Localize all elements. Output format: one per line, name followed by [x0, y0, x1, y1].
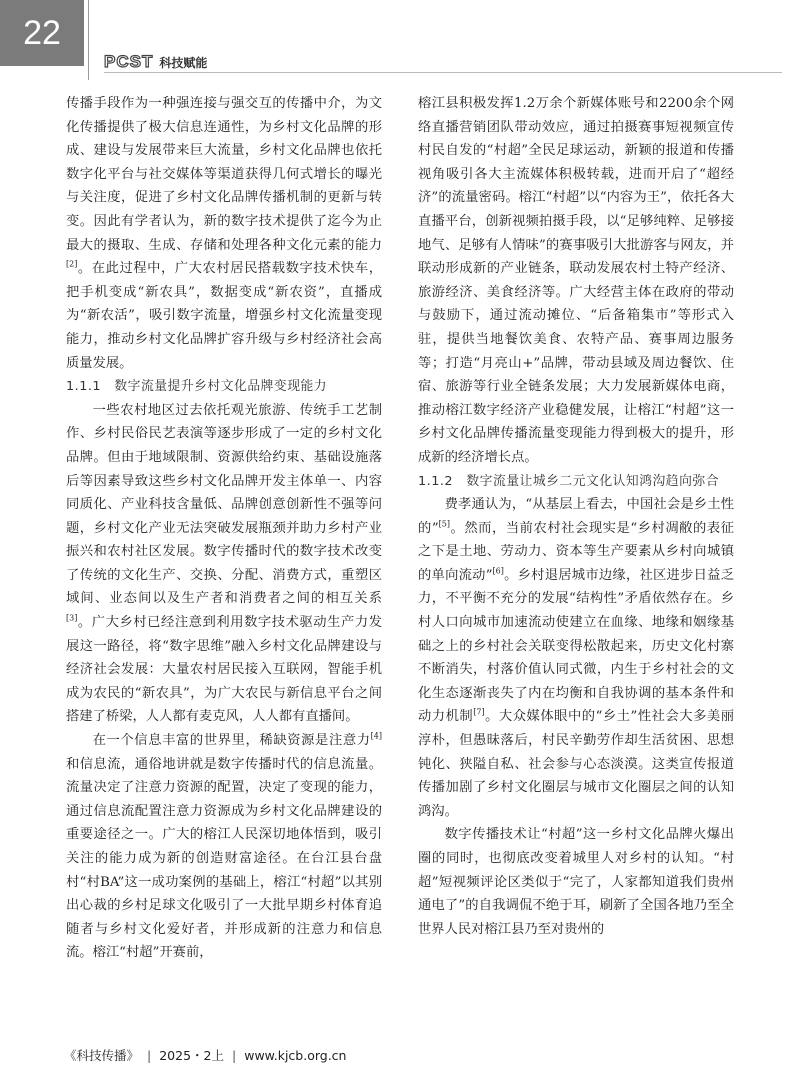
brand-logo: PCST — [104, 52, 154, 71]
citation: [6] — [492, 566, 504, 576]
citation: [4] — [370, 731, 382, 741]
paragraph: 在一个信息丰富的世界里，稀缺资源是注意力[4]和信息流，通俗地讲就是数字传播时代的信息流量。流量决定了注意力资源的配置，决定了变现的能力，通过信息流配置注意力资源成为乡村文化品牌建设的重要途径之一。广大的榕江人民深切地体悟到，吸引关注的能力成为新的创造财富途径。在台江县台盘村“村BA”这一成功案例的基础上，榕江“村超”以其别出心裁的乡村足球文化吸引了一大批早期乡村体育追随者与乡村文化爱好者，并形成新的注意力和信息流。榕江“村超”开赛前， — [66, 731, 382, 961]
journal-name: 《科技传播》 — [64, 1048, 140, 1063]
paragraph: 传播手段作为一种强连接与强交互的传播中介，为文化传播提供了极大信息连通性，为乡村文化品牌的形成、建设与发展带来巨大流量，乡村文化品牌也依托数字化平台与社交媒体等渠道获得几何式增长的曝光与关注度，促进了乡村文化品牌传播机制的更新与转变。因此有学者认为，新的数字技术提供了迄今为止最大的摄取、生成、存储和处理各种文化元素的能力[2]。在此过程中，广大农村居民搭载数字技术快车，把手机变成“新农具”，数据变成“新农资”，直播成为“新农活”，吸引数字流量，增强乡村文化流量变现能力，推动乡村文化品牌扩容升级与乡村经济社会高质量发展。 — [66, 96, 382, 371]
issue-label: 2025・2上 — [159, 1048, 224, 1063]
section-heading: 1.1.1 数字流量提升乡村文化品牌变现能力 — [66, 379, 328, 395]
header-brand — [104, 52, 207, 72]
paragraph: 数字传播技术让“村超”这一乡村文化品牌火爆出圈的同时，也彻底改变着城里人对乡村的认知。“村超”短视频评论区类似于“完了，人家都知道我们贵州通电了”的自我调侃不绝于耳，刷新了全国各地乃至全世界人民对榕江县乃至对贵州的 — [418, 827, 734, 937]
journal-url: www.kjcb.org.cn — [244, 1048, 347, 1063]
section-title: 科技赋能 — [159, 56, 208, 70]
footer: 《科技传播》 | 2025・2上 | www.kjcb.org.cn — [64, 1048, 347, 1063]
left-column — [66, 92, 382, 965]
paragraph: 榕江县积极发挥1.2万余个新媒体账号和2200余个网络直播营销团队带动效应，通过拍摄赛事短视频宣传村民自发的“村超”全民足球运动，新颖的报道和传播视角吸引各大主流媒体积极转载，进而开启了“超经济”的流量密码。榕江“村超”以“内容为王”，依托各大直播平台，创新视频拍摄手段，以“足够纯粹、足够接地气、足够有人情味”的赛事吸引大批游客与网友，并联动形成新的产业链条，联动发展农村土特产经济、旅游经济、美食经济等。广大经营主体在政府的带动与鼓励下，通过流动摊位、“后备箱集市”等形式入驻，提供当地餐饮美食、农特产品、赛事周边服务等；打造“月亮山+”品牌，带动县域及周边餐饮、住宿、旅游等行业全链条发展；大力发展新媒体电商，推动榕江数字经济产业稳健发展，让榕江“村超”这一乡村文化品牌传播流量变现能力得到极大的提升，形成新的经济增长点。 — [418, 96, 734, 465]
header-rule — [104, 72, 782, 73]
citation: [7] — [473, 708, 485, 718]
right-column — [418, 92, 734, 941]
header-divider — [88, 0, 89, 80]
page-number: 22 — [0, 0, 84, 66]
section-heading: 1.1.2 数字流量让城乡二元文化认知鸿沟趋向弥合 — [418, 473, 719, 489]
paragraph: 一些农村地区过去依托观光旅游、传统手工艺制作、乡村民俗民艺表演等逐步形成了一定的乡村文化品牌。但由于地域限制、资源供给约束、基础设施落后等因素导致这些乡村文化品牌开发主体单一、内容同质化、产业科技含量低、品牌创意创新性不强等问题，乡村文化产业无法突破发展瓶颈并助力乡村产业振兴和农村社区发展。数字传播时代的数字技术改变了传统的文化生产、交换、分配、消费方式，重塑区域间、业态间以及生产者和消费者之间的相互关系[3]。广大乡村已经注意到利用数字技术驱动生产力发展这一路径，将“数字思维”融入乡村文化品牌建设与经济社会发展：大量农村居民接入互联网，智能手机成为农民的“新农具”，为广大农民与新信息平台之间搭建了桥梁，人人都有麦克风，人人都有直播间。 — [66, 402, 382, 725]
citation: [3] — [66, 613, 78, 623]
paragraph: 费孝通认为，“从基层上看去，中国社会是乡土性的”[5]。然而，当前农村社会现实是“乡村凋敝的表征之下是土地、劳动力、资本等生产要素从乡村向城镇的单向流动”[6]。乡村退居城市边缘，社区进步日益乏力，不平衡不充分的发展“结构性”矛盾依然存在。乡村人口向城市加速流动使建立在血缘、地缘和姻缘基础之上的乡村社会关联变得松散起来，历史文化村寨不断消失，村落价值认同式微，内生于乡村社会的文化生态逐渐丧失了内在均衡和自我协调的基本条件和动力机制[7]。大众媒体眼中的“乡土”性社会大多美丽淳朴，但愚昧落后，村民辛勤劳作却生活贫困、思想钝化、狭隘自私、社会参与心态淡漠。这类宣传报道传播加剧了乡村文化圈层与城市文化圈层之间的认知鸿沟。 — [418, 497, 734, 819]
citation: [5] — [438, 519, 450, 529]
citation: [2] — [66, 259, 78, 269]
